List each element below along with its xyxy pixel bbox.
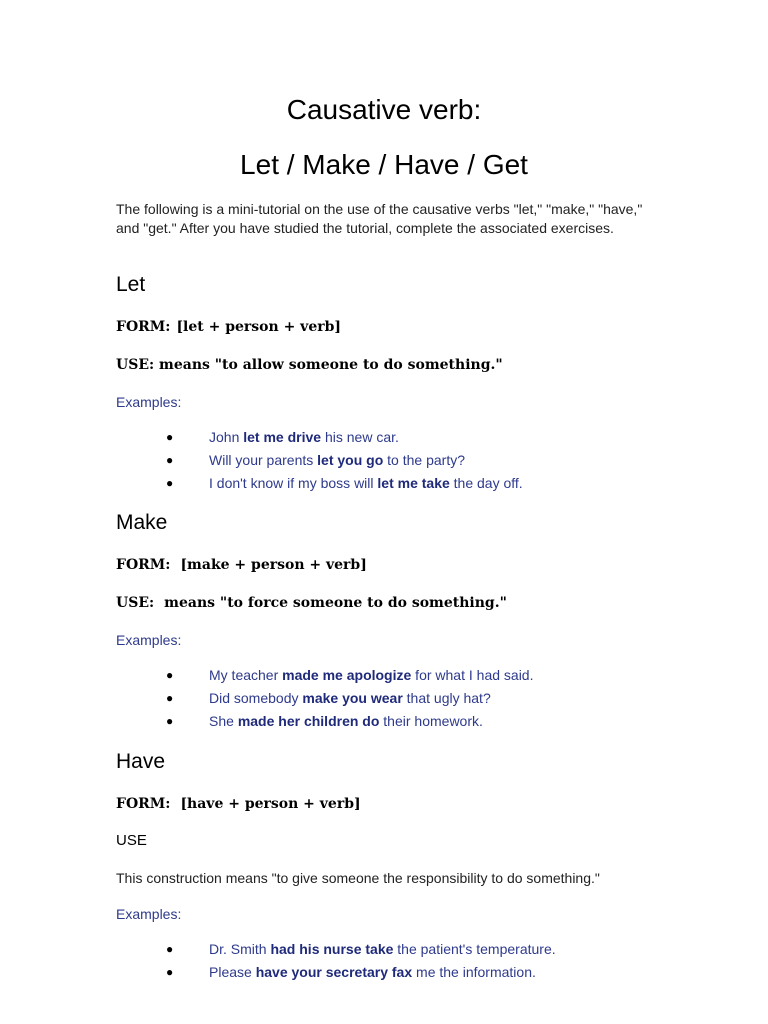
form-pattern: [make + person + verb] bbox=[180, 557, 367, 573]
form-label: FORM: bbox=[116, 557, 171, 573]
page-title: Causative verb: bbox=[286, 94, 482, 125]
example-text: Did somebody make you wear that ugly hat? bbox=[209, 690, 491, 706]
bullet-icon: ● bbox=[166, 714, 174, 728]
examples-label-make: Examples: bbox=[116, 632, 182, 648]
section-heading-make: Make bbox=[116, 511, 168, 534]
example-text: She made her children do their homework. bbox=[209, 713, 483, 729]
example-text: My teacher made me apologize for what I had said. bbox=[209, 667, 534, 683]
use-text-have: This construction means "to give someone the responsibility to do something." bbox=[116, 870, 600, 886]
form-label: FORM: bbox=[116, 796, 171, 812]
form-line-let bbox=[116, 318, 341, 336]
form-pattern: [let + person + verb] bbox=[176, 319, 342, 335]
example-text: Please have your secretary fax me the information. bbox=[209, 964, 536, 980]
form-pattern: [have + person + verb] bbox=[180, 796, 361, 812]
example-text: Will your parents let you go to the party? bbox=[209, 452, 465, 468]
intro-paragraph: The following is a mini-tutorial on the use of the causative verbs "let," "make," "have," and "get." After you have studied the tutorial, complete the associated exercises. bbox=[116, 201, 643, 236]
bullet-icon: ● bbox=[166, 453, 174, 467]
bullet-icon: ● bbox=[166, 965, 174, 979]
use-line-let: USE: means "to allow someone to do something." bbox=[116, 357, 503, 373]
examples-label-let: Examples: bbox=[116, 394, 182, 410]
bullet-icon: ● bbox=[166, 668, 174, 682]
page-subtitle: Let / Make / Have / Get bbox=[240, 149, 528, 180]
form-line-make bbox=[116, 556, 367, 574]
use-line-make: USE: means "to force someone to do something." bbox=[116, 595, 507, 611]
bullet-icon: ● bbox=[166, 476, 174, 490]
example-text: John let me drive his new car. bbox=[209, 429, 399, 445]
examples-label-have: Examples: bbox=[116, 906, 182, 922]
bullet-icon: ● bbox=[166, 430, 174, 444]
use-heading-have: USE bbox=[116, 832, 147, 849]
bullet-icon: ● bbox=[166, 691, 174, 705]
section-heading-have: Have bbox=[116, 750, 166, 773]
section-heading-let: Let bbox=[116, 273, 146, 296]
form-label: FORM: bbox=[116, 319, 171, 335]
example-text: Dr. Smith had his nurse take the patient's temperature. bbox=[209, 941, 556, 957]
example-text: I don't know if my boss will let me take the day off. bbox=[209, 475, 523, 491]
form-line-have bbox=[116, 795, 361, 813]
bullet-icon: ● bbox=[166, 942, 174, 956]
